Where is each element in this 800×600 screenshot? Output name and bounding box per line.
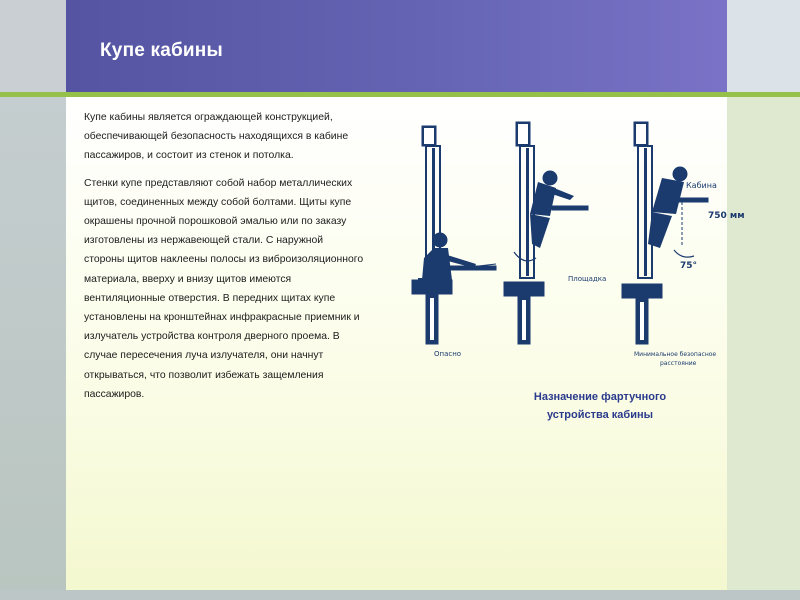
paragraph-intro: Купе кабины является ограждающей конструкцией, обеспечивающей безопасность находящихся в кабине пассажиров, и состоит из стенок и потолка.: [84, 112, 349, 162]
label-cabin: Кабина: [686, 181, 717, 190]
bottom-bar: [0, 590, 800, 600]
figure-caption: Назначение фартучного устройства кабины: [533, 391, 667, 421]
header-left-block: [0, 0, 66, 92]
label-danger: Опасно: [434, 350, 462, 358]
page-title: Купе кабины: [100, 40, 223, 61]
scene-danger: [412, 126, 496, 344]
body-text: [84, 108, 366, 412]
label-angle: 75°: [680, 261, 698, 271]
label-distance: 750 мм: [708, 211, 745, 221]
apron-illustration: [404, 118, 745, 380]
scene-min-distance: [622, 122, 708, 344]
scene-landing: [504, 122, 588, 344]
header-right-block: [727, 0, 800, 92]
label-landing: Площадка: [568, 275, 607, 283]
paragraph-walls: Стенки купе представляют собой набор металлических щитов, соединенных между собой болтами. Щиты купе окрашены прочной порошковой эмалью или по заказу изготовлены из нержавеющей стали. С наружной стороны щитов наклеены полосы из виброизоляционного материала, вверху и внизу щитов имеются вентиляционные отверстия. В передних щитах купе установлены на кронштейнах инфракрасные приемник и излучатель устройства контроля дверного проема. В случае пересечения луча излучателя, они начнут открываться, что позволит избежать защемления пассажиров.: [84, 177, 364, 400]
label-min-line1: Минимальное безопасное: [634, 351, 717, 358]
label-min-line2: расстояние: [660, 360, 697, 367]
